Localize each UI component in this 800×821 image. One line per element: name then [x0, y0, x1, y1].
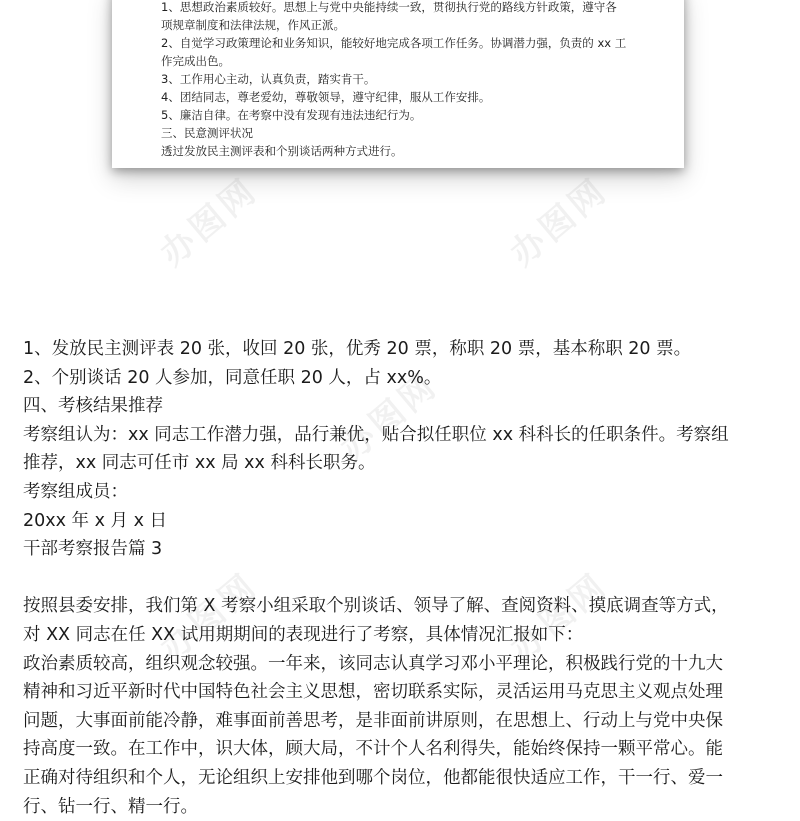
card-line: 1、思想政治素质较好。思想上与党中央能持续一致，贯彻执行党的路线方针政策，遵守各: [161, 0, 661, 16]
body-line: 正确对待组织和个人，无论组织上安排他到哪个岗位，他都能很快适应工作，干一行、爱一: [23, 764, 783, 793]
card-line: 透过发放民主测评表和个别谈话两种方式进行。: [161, 142, 661, 160]
blank-line: [23, 564, 783, 593]
body-line: 推荐，xx 同志可任市 xx 局 xx 科科长职务。: [23, 449, 783, 478]
watermark: 办图网: [148, 164, 267, 275]
body-line: 2、个别谈话 20 人参加，同意任职 20 人，占 xx%。: [23, 364, 783, 393]
body-line: 精神和习近平新时代中国特色社会主义思想，密切联系实际，灵活运用马克思主义观点处理: [23, 678, 783, 707]
body-line: 持高度一致。在工作中，识大体，顾大局，不计个人名利得失，能始终保持一颗平常心。能: [23, 735, 783, 764]
body-line: 行、钻一行、精一行。: [23, 793, 783, 821]
body-line: 20xx 年 x 月 x 日: [23, 507, 783, 536]
section-heading: 四、考核结果推荐: [23, 392, 783, 421]
watermark: 办图网: [328, 359, 447, 470]
document-preview-text: [161, 0, 661, 160]
body-line: 问题，大事面前能冷静，难事面前善思考，是非面前讲原则，在思想上、行动上与党中央保: [23, 707, 783, 736]
body-line: 考察组认为：xx 同志工作潜力强，品行兼优，贴合拟任职位 xx 科科长的任职条件。考察组: [23, 421, 783, 450]
body-line: 1、发放民主测评表 20 张，收回 20 张，优秀 20 票，称职 20 票，基本称职 20 票。: [23, 335, 783, 364]
watermark: 办图网: [498, 164, 617, 275]
report-title: 干部考察报告篇 3: [23, 535, 783, 564]
card-line: 作完成出色。: [161, 52, 661, 70]
card-line: 3、工作用心主动，认真负责，踏实肯干。: [161, 70, 661, 88]
watermark: 办图网: [148, 559, 267, 670]
document-preview-card: [112, 0, 684, 168]
body-line: 按照县委安排，我们第 X 考察小组采取个别谈话、领导了解、查阅资料、摸底调查等方式，: [23, 592, 783, 621]
body-line: 考察组成员：: [23, 478, 783, 507]
card-line: 项规章制度和法律法规，作风正派。: [161, 16, 661, 34]
card-line: 4、团结同志，尊老爱幼，尊敬领导，遵守纪律，服从工作安排。: [161, 88, 661, 106]
watermark: 办图网: [498, 559, 617, 670]
card-line: 2、自觉学习政策理论和业务知识，能较好地完成各项工作任务。协调潜力强，负责的 xx 工: [161, 34, 661, 52]
body-line: 政治素质较高，组织观念较强。一年来，该同志认真学习邓小平理论，积极践行党的十九大: [23, 650, 783, 679]
card-line: 三、民意测评状况: [161, 124, 661, 142]
card-line: 5、廉洁自律。在考察中没有发现有违法违纪行为。: [161, 106, 661, 124]
document-body: [23, 335, 783, 821]
body-line: 对 XX 同志在任 XX 试用期期间的表现进行了考察，具体情况汇报如下：: [23, 621, 783, 650]
